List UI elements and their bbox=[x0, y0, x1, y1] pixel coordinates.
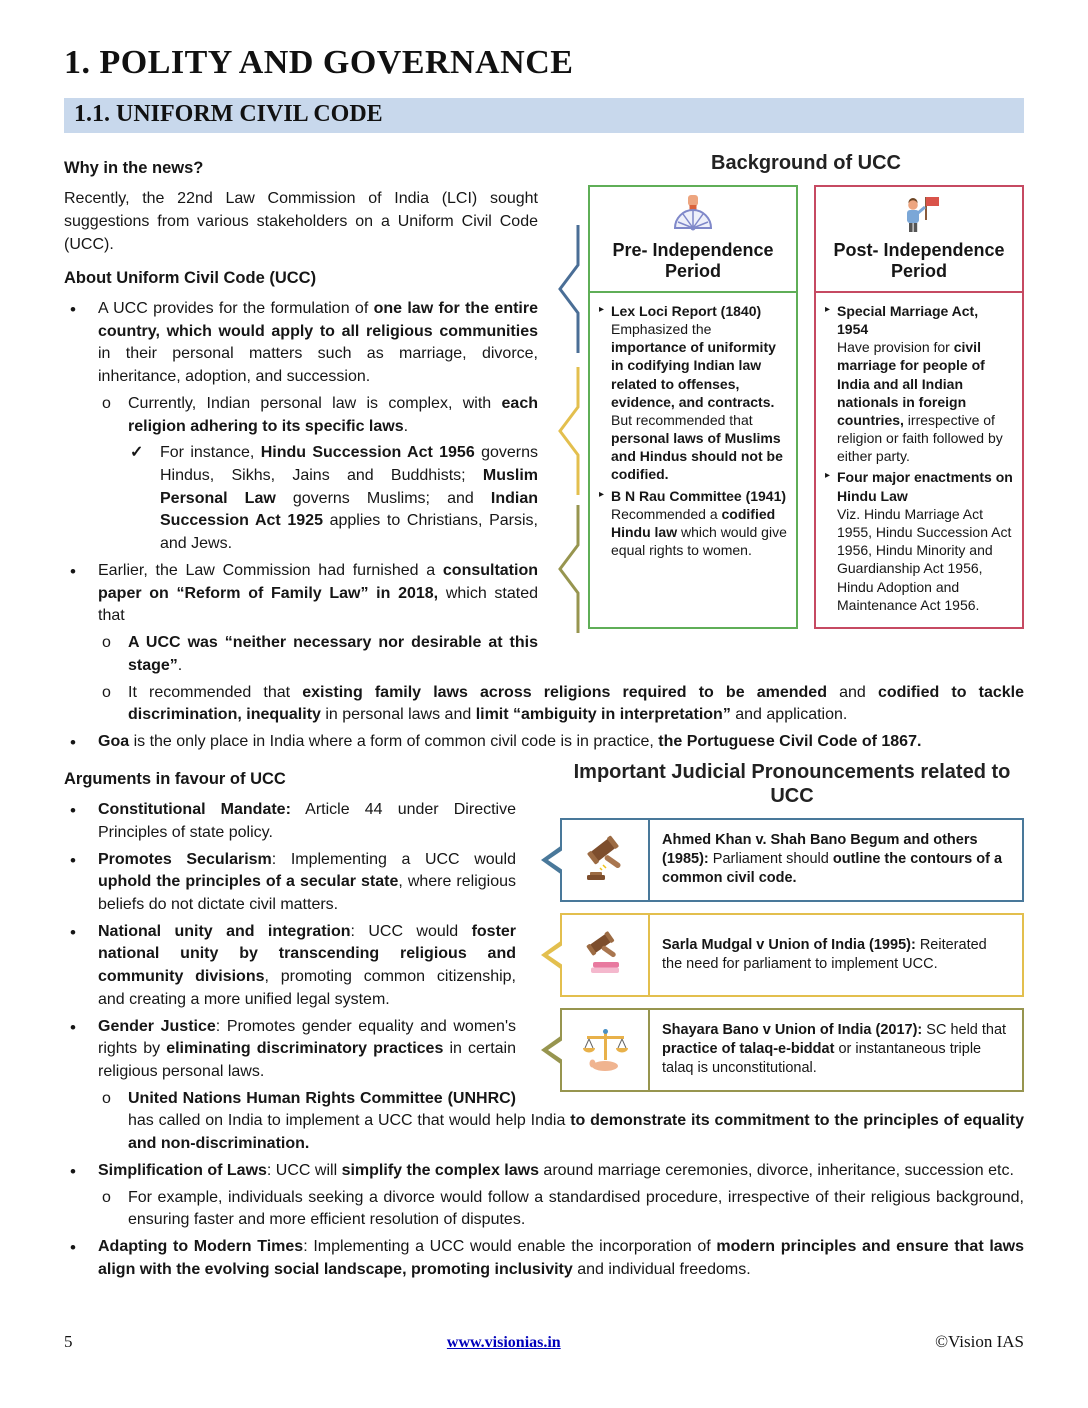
copyright-text: ©Vision IAS bbox=[935, 1332, 1024, 1351]
list-item: o For example, individuals seeking a divorce would follow a standardised procedure, irrespective of their religious background, ensuring faster and more efficient resolution of disputes. bbox=[102, 1188, 1024, 1229]
post-independence-header bbox=[816, 187, 1022, 292]
figure-list-item: ▸ B N Rau Committee (1941) Recommended a codified Hindu law which would give equal rights to women. bbox=[599, 487, 787, 559]
figure-list-item: ▸ Lex Loci Report (1840) Emphasized the importance of uniformity in codifying Indian law related to offenses, evidence, and contracts. But recommended that personal laws of Muslims and Hindus should not be codified. bbox=[599, 302, 783, 483]
arrow-marker: ▸ bbox=[599, 303, 605, 315]
about-heading: About Uniform Civil Code (UCC) bbox=[64, 268, 317, 287]
figure-title: Background of UCC bbox=[711, 152, 901, 174]
list-item: • A UCC provides for the formulation of one law for the entire country, which would apply to all religious communities in their personal matters such as marriage, divorce, inheritance, adoption, and succession. bbox=[70, 300, 538, 386]
list-item: • Adapting to Modern Times: Implementing a UCC would enable the incorporation of modern principles and ensure that laws align with the evolving social landscape, promoting inclusivity and individual freedoms. bbox=[70, 1238, 1025, 1278]
bullet-marker: o bbox=[102, 1188, 111, 1206]
list-item: o United Nations Human Rights Committee (UNHRC) has called on India to implement a UCC that would help India to demonstrate its commitment to the principles of equality and non-discrimination. bbox=[102, 1089, 1024, 1153]
list-item: o Currently, Indian personal law is complex, with each religion adhering to its specific laws. bbox=[102, 394, 538, 435]
bullet-marker: • bbox=[70, 300, 76, 319]
pre-independence-header bbox=[590, 187, 796, 292]
news-heading: Why in the news? bbox=[64, 159, 204, 177]
case-text: Shayara Bano v Union of India (2017): SC held that practice of talaq-e-biddat or instantaneous triple talaq is unconstitutional. bbox=[662, 1021, 1007, 1077]
list-item: o It recommended that existing family laws across religions required to be amended and codified to tackle discrimination, inequality in personal laws and limit “ambiguity in interpretation” and application. bbox=[102, 683, 1024, 724]
list-item: ✓ For instance, Hindu Succession Act 1956 governs Hindus, Sikhs, Jains and Buddhists; Muslim Personal Law governs Muslims; and Indian Succession Act 1925 applies to Christians, Parsis, and Jews. bbox=[130, 444, 538, 553]
list-item: • Promotes Secularism: Implementing a UCC would uphold the principles of a secular state, where religious beliefs do not dictate civil matters. bbox=[70, 850, 517, 913]
background-of-ucc-figure bbox=[554, 149, 1024, 629]
bullet-marker: • bbox=[70, 922, 76, 942]
list-item: o A UCC was “neither necessary nor desirable at this stage”. bbox=[102, 634, 538, 674]
section-ucc-intro bbox=[64, 147, 1024, 758]
list-item: • Constitutional Mandate: Article 44 under Directive Principles of state policy. bbox=[70, 801, 516, 841]
website-link[interactable]: www.visionias.in bbox=[446, 1334, 561, 1351]
bullet-marker: • bbox=[70, 850, 76, 870]
bullet-marker: • bbox=[70, 1238, 76, 1258]
list-item: • Goa is the only place in India where a form of common civil code is in practice, the Portuguese Civil Code of 1867. bbox=[64, 731, 1024, 754]
case-text: Sarla Mudgal v Union of India (1995): Reiterated the need for parliament to implement UCC. bbox=[662, 936, 987, 972]
news-body: Recently, the 22nd Law Commission of India (LCI) sought suggestions from various stakeholders on a Uniform Civil Code (UCC). bbox=[64, 190, 538, 253]
section-arguments bbox=[64, 758, 1024, 1286]
man-flag-icon bbox=[896, 192, 942, 238]
arrow-marker: ▸ bbox=[599, 488, 605, 500]
page-footer bbox=[64, 1332, 1024, 1352]
figure-list-item: ▸ Special Marriage Act, 1954 Have provision for civil marriage for people of India and all Indian nationals in foreign countries, irrespective of religion or faith followed by either party. bbox=[825, 302, 1003, 465]
bullet-marker: ✓ bbox=[130, 444, 144, 462]
bullet-marker: • bbox=[70, 732, 76, 752]
bullet-marker: • bbox=[70, 561, 76, 581]
arguments-heading: Arguments in favour of UCC bbox=[64, 769, 286, 788]
bullet-marker: • bbox=[70, 801, 76, 821]
figure-title: Important Judicial Pronouncements related to UCC bbox=[573, 760, 1011, 807]
bullet-marker: o bbox=[102, 634, 111, 652]
bullet-marker: o bbox=[102, 394, 111, 412]
arrow-marker: ▸ bbox=[825, 470, 831, 482]
bullet-marker: • bbox=[70, 1017, 76, 1037]
arguments-list bbox=[64, 799, 1024, 1281]
about-list bbox=[64, 298, 1024, 754]
bullet-marker: o bbox=[102, 683, 111, 701]
list-item: • Earlier, the Law Commission had furnished a consultation paper on “Reform of Family Law” in 2018, which stated that bbox=[70, 561, 538, 625]
list-item: • Gender Justice: Promotes gender equality and women's rights by eliminating discriminatory practices in certain religious personal laws. bbox=[70, 1017, 517, 1080]
case-text: Ahmed Khan v. Shah Bano Begum and others (1985): Parliament should outline the contours of a common civil code. bbox=[662, 831, 1003, 887]
section-header: 1.1. UNIFORM CIVIL CODE bbox=[64, 98, 1024, 133]
page-number: 5 bbox=[64, 1332, 73, 1351]
list-item: • National unity and integration: UCC would foster national unity by transcending religious and community divisions, promoting common citizenship, and creating a more unified legal system. bbox=[70, 922, 517, 1008]
list-item: • Simplification of Laws: UCC will simplify the complex laws around marriage ceremonies, divorce, inheritance, succession etc. bbox=[64, 1160, 1024, 1183]
bullet-marker: • bbox=[70, 1161, 76, 1181]
page-title: 1. POLITY AND GOVERNANCE bbox=[64, 44, 574, 81]
column-header-label: Post- Independence Period bbox=[833, 240, 1005, 282]
fist-chakra-icon bbox=[670, 192, 716, 238]
column-header-label: Pre- Independence Period bbox=[612, 240, 774, 282]
arrow-marker: ▸ bbox=[825, 303, 831, 315]
bullet-marker: o bbox=[102, 1089, 111, 1107]
figure-list-item: ▸ Four major enactments on Hindu Law Viz. Hindu Marriage Act 1955, Hindu Succession Act 1956, Hindu Minority and Guardianship Act 1956, Hindu Adoption and Maintenance Act 1956. bbox=[825, 469, 1013, 613]
